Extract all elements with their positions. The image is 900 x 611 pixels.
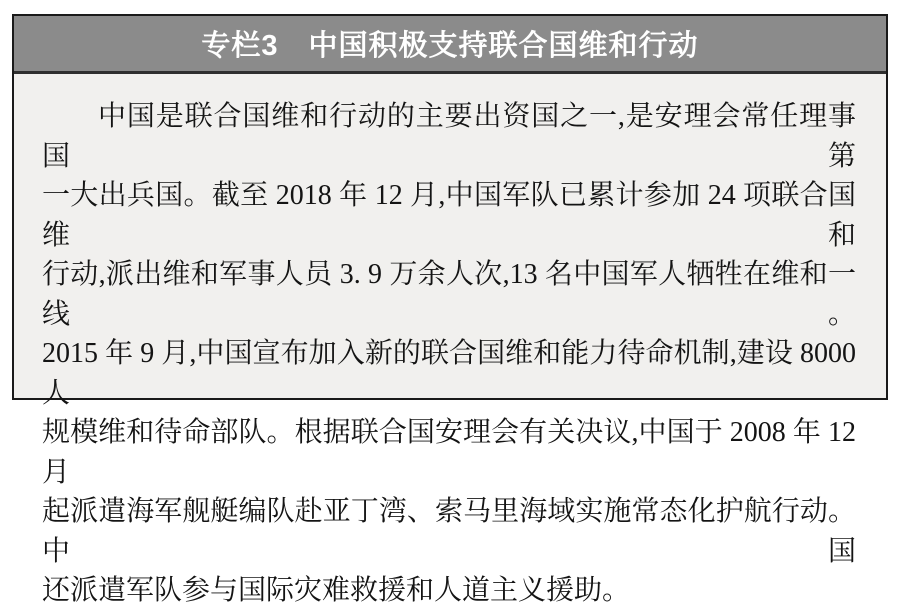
info-box-body (14, 74, 886, 611)
body-text-line: 规模维和待命部队。根据联合国安理会有关决议,中国于 2008 年 12 月 (42, 417, 856, 488)
body-text-line: 2015 年 9 月,中国宣布加入新的联合国维和能力待命机制,建设 8000 人 (42, 338, 856, 409)
info-box-title: 专栏3 中国积极支持联合国维和行动 (201, 30, 699, 62)
body-text-line: 一大出兵国。截至 2018 年 12 月,中国军队已累计参加 24 项联合国维和 (42, 180, 856, 251)
body-text-line: 行动,派出维和军事人员 3. 9 万余人次,13 名中国军人牺牲在维和一线。 (42, 259, 856, 330)
info-box-header (14, 16, 886, 74)
body-text-line: 中国是联合国维和行动的主要出资国之一,是安理会常任理事国第 (42, 101, 856, 172)
info-box-column-3 (12, 14, 888, 606)
body-text-line: 还派遣军队参与国际灾难救援和人道主义援助。 (42, 575, 631, 606)
body-text-line: 起派遣海军舰艇编队赴亚丁湾、索马里海域实施常态化护航行动。中国 (42, 496, 856, 567)
